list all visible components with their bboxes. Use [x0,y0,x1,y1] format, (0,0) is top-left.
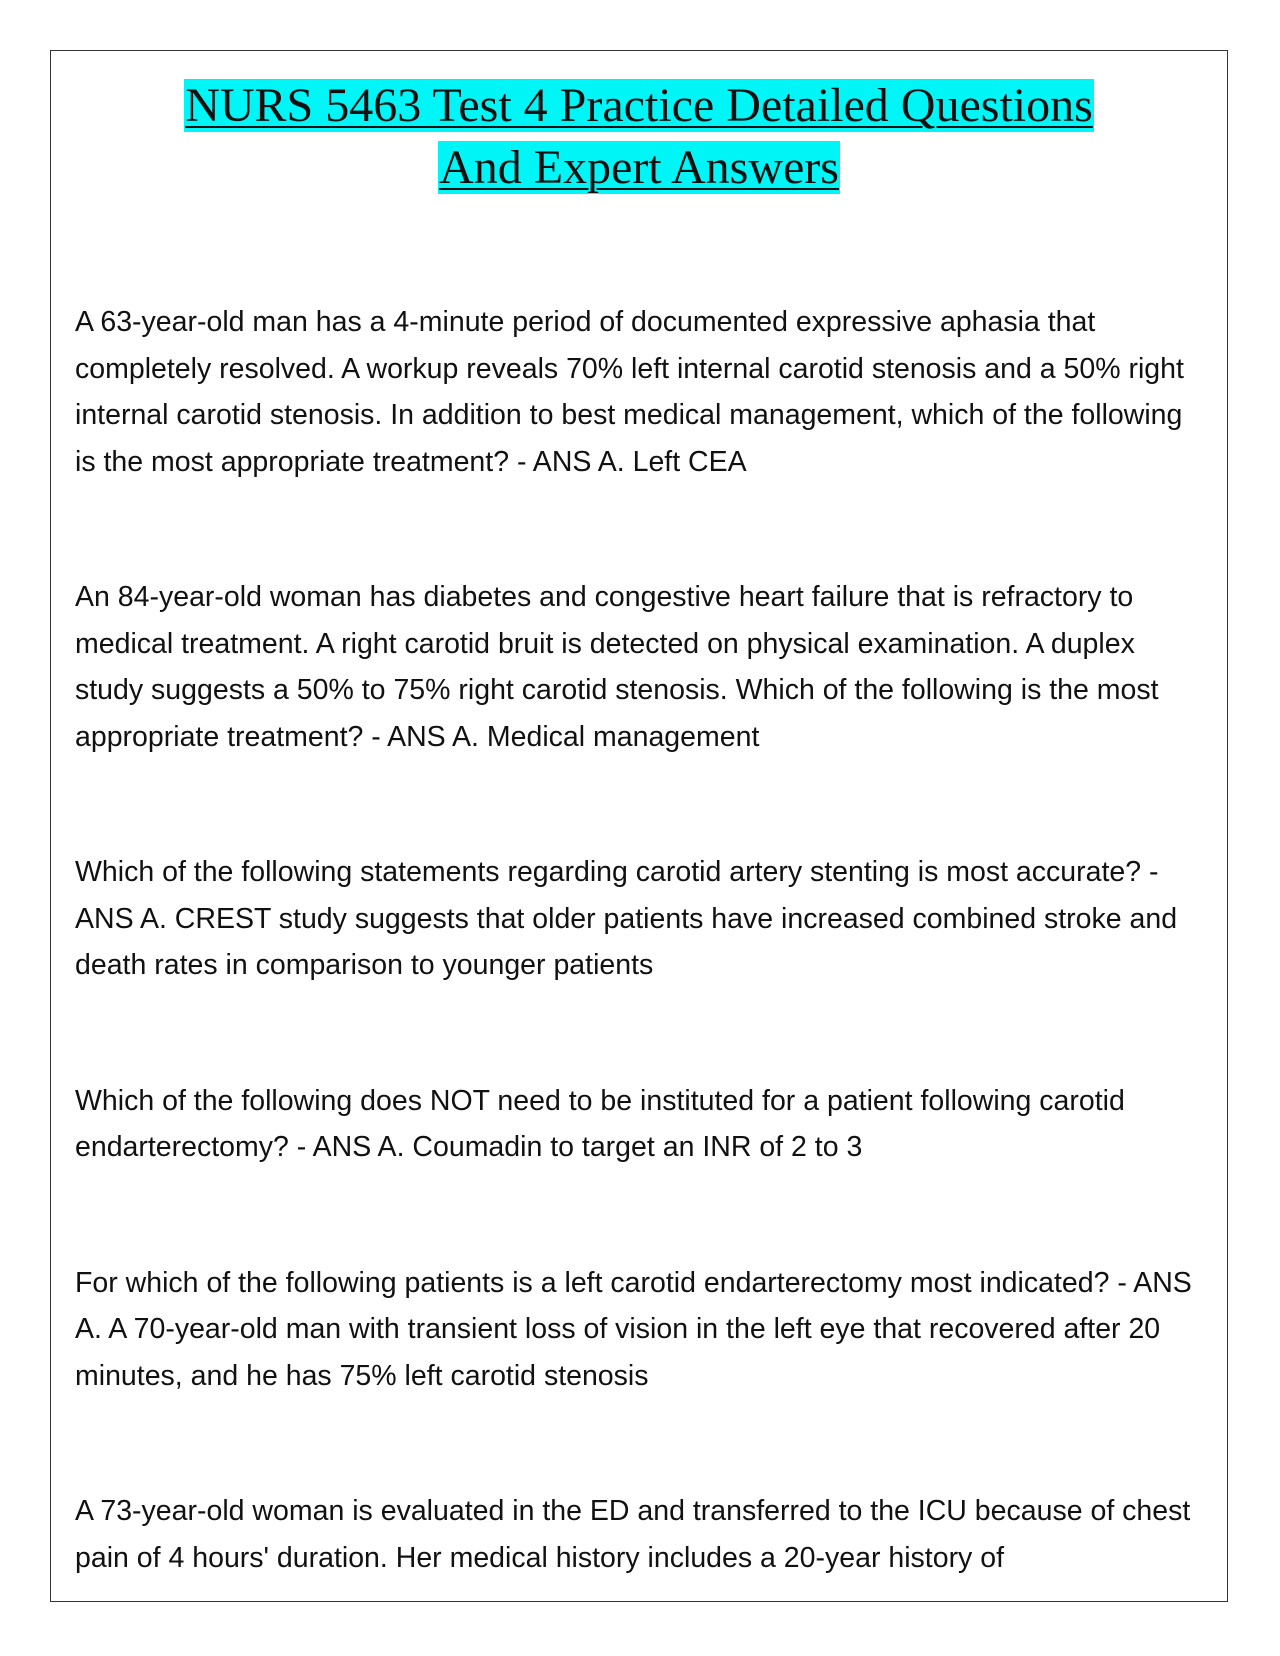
question-item: An 84-year-old woman has diabetes and congestive heart failure that is refractory to medical treatment. A right carotid bruit is detected on physical examination. A duplex study suggests a 50% to 75% right carotid stenosis. Which of the following is the most appropriate treatment? - ANS A. Medical management [75,581,1159,753]
title-line-2: And Expert Answers [439,141,839,194]
question-item: A 73-year-old woman is evaluated in the ED and transferred to the ICU because of chest pain of 4 hours' duration. Her medical history includes a 20-year history of [75,1495,1191,1574]
document-title [51,75,1227,199]
question-item: A 63-year-old man has a 4-minute period of documented expressive aphasia that completely resolved. A workup reveals 70% left internal carotid stenosis and a 50% right internal carotid stenosis. In addition to best medical management, which of the following is the most appropriate treatment? - ANS A. Left CEA [75,306,1184,478]
question-item: Which of the following statements regarding carotid artery stenting is most accurate? - ANS A. CREST study suggests that older patients have increased combined stroke and death rates in comparison to younger patients [75,856,1178,981]
title-line-1: NURS 5463 Test 4 Practice Detailed Questions [185,79,1093,132]
question-list [75,299,1203,1602]
question-item: Which of the following does NOT need to be instituted for a patient following carotid endarterectomy? - ANS A. Coumadin to target an INR of 2 to 3 [75,1084,1125,1163]
document-page [50,50,1228,1602]
question-item: For which of the following patients is a left carotid endarterectomy most indicated? - ANS A. A 70-year-old man with transient loss of vision in the left eye that recovered after 20 minutes, and he has 75% left carotid stenosis [75,1266,1192,1392]
